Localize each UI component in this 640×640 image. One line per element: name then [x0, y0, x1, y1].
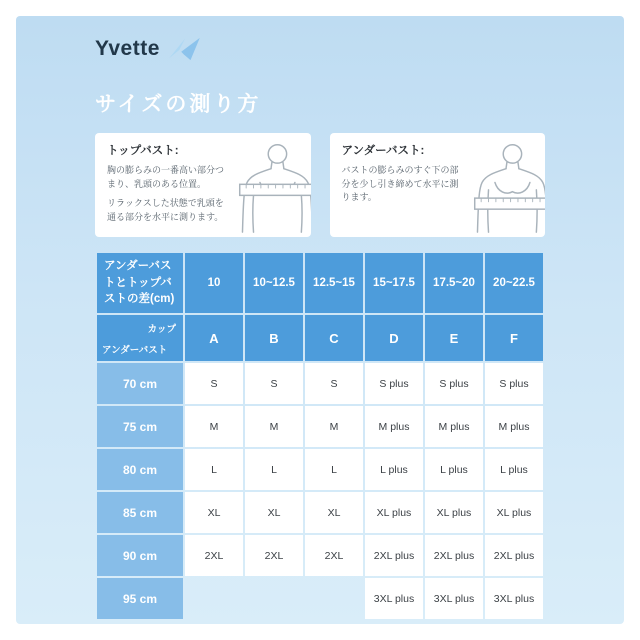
size-cell: 2XL plus	[425, 535, 483, 576]
size-cell: S	[305, 363, 363, 404]
size-cell: 3XL plus	[485, 578, 543, 619]
size-cell: M plus	[485, 406, 543, 447]
cup-header: A	[185, 315, 243, 361]
size-cell: XL	[245, 492, 303, 533]
cup-underbust-diagonal-cell	[97, 315, 183, 361]
size-cell: S plus	[365, 363, 423, 404]
corner-header: アンダーバストとトップバストの差(cm)	[97, 253, 183, 313]
diff-col-header: 12.5~15	[305, 253, 363, 313]
size-cell: 2XL	[245, 535, 303, 576]
size-cell	[245, 578, 303, 619]
size-cell: XL	[185, 492, 243, 533]
topbust-text	[107, 142, 225, 229]
size-cell: XL	[305, 492, 363, 533]
table-row	[97, 492, 543, 533]
underbust-info-box	[330, 133, 546, 237]
size-cell: XL plus	[485, 492, 543, 533]
diff-col-header: 20~22.5	[485, 253, 543, 313]
diff-col-header: 17.5~20	[425, 253, 483, 313]
size-cell: XL plus	[425, 492, 483, 533]
size-cell: S	[185, 363, 243, 404]
diff-col-header: 10	[185, 253, 243, 313]
table-row	[97, 535, 543, 576]
size-cell: S plus	[425, 363, 483, 404]
size-cell: M plus	[425, 406, 483, 447]
table-row	[97, 449, 543, 490]
size-cell: L plus	[425, 449, 483, 490]
cup-header: E	[425, 315, 483, 361]
topbust-info-box	[95, 133, 311, 237]
row-header-underbust: 85 cm	[97, 492, 183, 533]
table-row	[97, 363, 543, 404]
size-cell: L plus	[365, 449, 423, 490]
diff-col-header: 15~17.5	[365, 253, 423, 313]
size-cell: S plus	[485, 363, 543, 404]
underbust-axis-label: アンダーバスト	[102, 345, 168, 357]
diff-col-header: 10~12.5	[245, 253, 303, 313]
size-cell: M	[305, 406, 363, 447]
underbust-desc-1: バストの膨らみのすぐ下の部分を少し引き締めて水平に測ります。	[341, 165, 459, 202]
topbust-torso-figure-icon	[225, 142, 311, 229]
size-cell: 2XL plus	[485, 535, 543, 576]
table-row	[97, 578, 543, 619]
size-cell: 3XL plus	[425, 578, 483, 619]
cup-label: カップ	[147, 324, 176, 336]
cup-header-row	[97, 315, 543, 361]
blue-panel	[16, 16, 624, 624]
size-chart-table	[95, 251, 545, 621]
size-cell: M	[245, 406, 303, 447]
brand-logo	[95, 36, 545, 62]
size-cell: XL plus	[365, 492, 423, 533]
row-header-underbust: 75 cm	[97, 406, 183, 447]
topbust-label: トップバスト:	[107, 145, 179, 157]
cup-header: F	[485, 315, 543, 361]
size-cell: L	[185, 449, 243, 490]
underbust-text	[342, 142, 460, 229]
size-cell	[185, 578, 243, 619]
size-cell: 2XL	[305, 535, 363, 576]
brand-name: Yvette	[95, 37, 160, 60]
size-cell	[305, 578, 363, 619]
row-header-underbust: 90 cm	[97, 535, 183, 576]
size-cell: L	[245, 449, 303, 490]
row-header-underbust: 95 cm	[97, 578, 183, 619]
row-header-underbust: 70 cm	[97, 363, 183, 404]
size-cell: M plus	[365, 406, 423, 447]
content-area	[95, 16, 545, 621]
underbust-torso-figure-icon	[460, 142, 546, 229]
size-cell: 2XL plus	[365, 535, 423, 576]
cup-header: D	[365, 315, 423, 361]
cup-header: B	[245, 315, 303, 361]
table-row	[97, 406, 543, 447]
row-header-underbust: 80 cm	[97, 449, 183, 490]
cup-header: C	[305, 315, 363, 361]
topbust-desc-2: リラックスした状態で乳頭を通る部分を水平に測ります。	[107, 198, 224, 222]
size-cell: L plus	[485, 449, 543, 490]
measure-info-row	[95, 133, 545, 237]
underbust-label: アンダーバスト:	[341, 145, 425, 157]
page-title: サイズの測り方	[95, 93, 262, 116]
diff-header-row	[97, 253, 543, 313]
size-cell: S	[245, 363, 303, 404]
paper-plane-icon	[167, 36, 201, 62]
topbust-desc-1: 胸の膨らみの一番高い部分つまり、乳頭のある位置。	[107, 165, 225, 189]
size-cell: L	[305, 449, 363, 490]
size-cell: M	[185, 406, 243, 447]
size-cell: 3XL plus	[365, 578, 423, 619]
size-cell: 2XL	[185, 535, 243, 576]
